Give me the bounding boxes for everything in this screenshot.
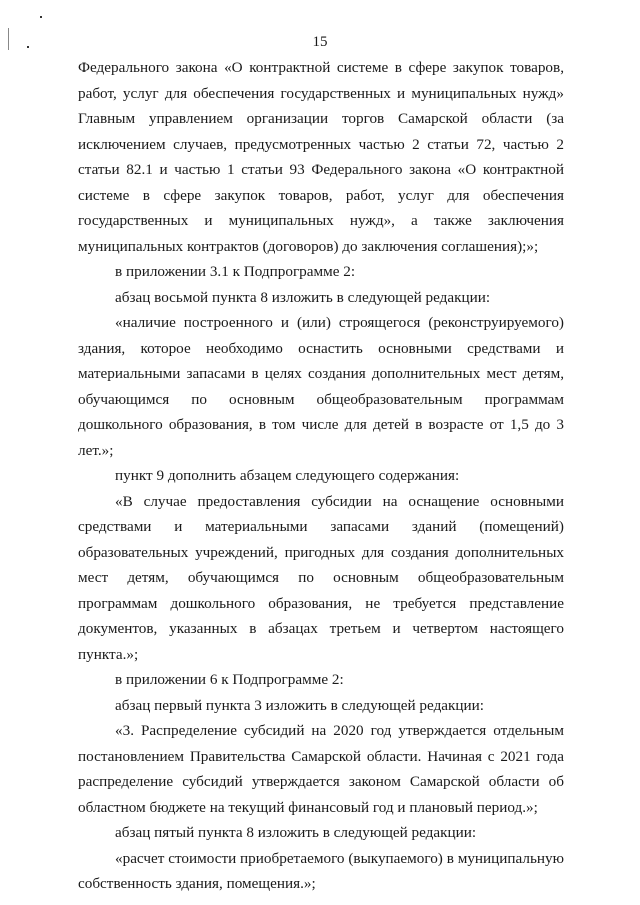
paragraph: в приложении 3.1 к Подпрограмме 2: (115, 263, 356, 280)
scan-dot (40, 16, 42, 18)
page-number: 15 (312, 34, 328, 50)
document-body (78, 55, 564, 897)
paragraph: абзац пятый пункта 8 изложить в следующей редакции: (115, 824, 477, 841)
paragraph: «3. Распределение субсидий на 2020 год утверждается отдельным постановлением Правительства Самарской области. Начиная с 2021 года распределение субсидий утверждается законом Самарской области об областном бюджете на текущий финансовый год и плановый период.»; (78, 722, 564, 816)
paragraph: Федерального закона «О контрактной системе в сфере закупок товаров, работ, услуг для обеспечения государственных и муниципальных нужд» Главным управлением организации торгов Самарской области (за исключением случаев, предусмотренных частью 2 статьи 72, частью 2 статьи 82.1 и частью 1 статьи 93 Федерального закона «О контрактной системе в сфере закупок товаров, работ, услуг для обеспечения государственных и муниципальных нужд», а также заключения муниципальных контрактов (договоров) до заключения соглашения);»; (78, 59, 564, 255)
paragraph: абзац первый пункта 3 изложить в следующей редакции: (115, 696, 485, 714)
paragraph: «наличие построенного и (или) строящегося (реконструируемого) здания, которое необходимо оснастить основными средствами и материальными запасами в целях создания дополнительных мест детям, обучающимся по основным общеобразовательным программам дошкольного образования, в том числе для детей в возрасте от 1,5 до 3 лет.»; (78, 314, 564, 459)
paragraph: абзац восьмой пункта 8 изложить в следующей редакции: (115, 288, 491, 306)
paragraph: в приложении 6 к Подпрограмме 2: (115, 671, 344, 688)
paragraph: «расчет стоимости приобретаемого (выкупаемого) в муниципальную собственность здания, помещения.»; (78, 849, 564, 892)
paragraph: пункт 9 дополнить абзацем следующего содержания: (115, 467, 460, 484)
paragraph: «В случае предоставления субсидии на оснащение основными средствами и материальными запасами зданий (помещений) образовательных учреждений, пригодных для создания дополнительных мест детям, обучающимся по основным общеобразовательным программам дошкольного образования, не требуется представление документов, указанных в абзацах третьем и четвертом настоящего пункта.»; (78, 492, 564, 663)
